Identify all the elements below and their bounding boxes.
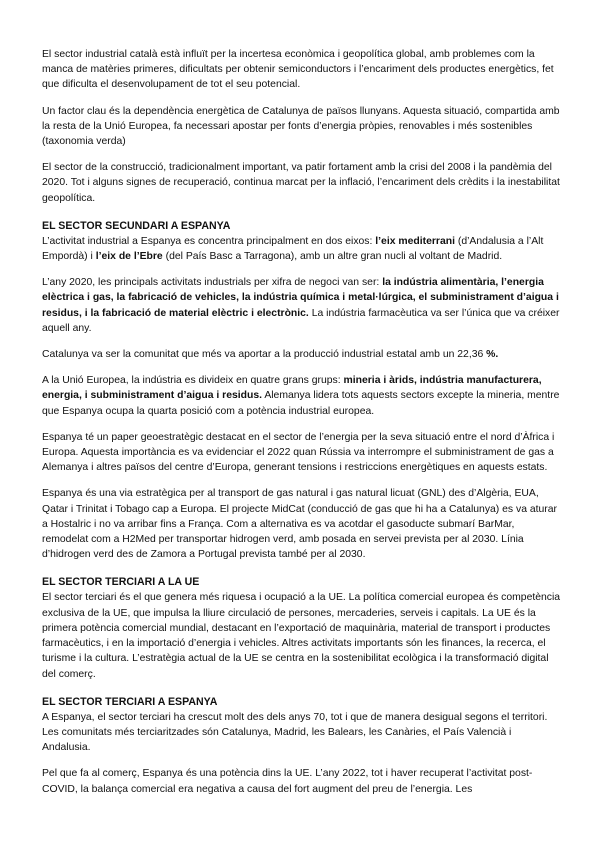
text-run: A la Unió Europea, la indústria es divideix en quatre grans grups:	[42, 375, 344, 387]
paragraph-spain-commerce: Pel que fa al comerç, Espanya és una potència dins la UE. L’any 2022, tot i haver recuperat l’activitat post-COVID, la balança comercial era negativa a causa del fort augment del preu de l’energia. Les	[42, 768, 533, 795]
heading-eu-tertiary: EL SECTOR TERCIARI A LA UE	[42, 576, 200, 589]
paragraph-eu-tertiary: El sector terciari és el que genera més riquesa i ocupació a la UE. La política comercial europea és competència exclusiva de la UE, que impulsa la lliure circulació de persones, mercaderies, serveis i capitals. La UE és la primera potència comercial mundial, destacant en l’exportació de maquinària, material de transport i productes farmacèutics, i en la importació d’energia i vehicles. Altres activitats importants són les finances, la recerca, el turisme i la cultura. L’estratègia actual de la UE se centra en la sostenibilitat ecològica i la transformació digital del comerç.	[42, 592, 561, 680]
heading-spain-secondary: EL SECTOR SECUNDARI A ESPANYA	[42, 219, 231, 232]
bold-run: la indústria alimentària, l’energia elèctrica i gas, la fabricació de vehicles, la indústria química i metal·lúrgica, el subministrament d’aigua i residus, i la fabricació de material elèctric i electrònic.	[42, 277, 559, 319]
heading-spain-tertiary: EL SECTOR TERCIARI A ESPANYA	[42, 695, 218, 708]
paragraph-activities-2020	[42, 275, 562, 336]
document-page	[42, 47, 562, 808]
text-run: (d’Andalusia a l’Alt Empordà) i	[42, 235, 544, 263]
bold-run: mineria i àrids, indústria manufacturera, energia, i subministrament d’aigua i residus.	[42, 375, 542, 402]
bold-run: l’eix de l’Ebre	[95, 251, 163, 263]
paragraph-eu-industry	[42, 373, 562, 419]
text-run: L’any 2020, les principals activitats industrials per xifra de negoci van ser:	[42, 277, 383, 289]
paragraph-energy-dependence: Un factor clau és la dependència energètica de Catalunya de països llunyans. Aquesta situació, compartida amb la resta de la Unió Europea, fa necessari apostar per fonts d’energia pròpies, renovables i més sostenibles (taxonomia verda)	[42, 105, 560, 148]
paragraph-construction: El sector de la construcció, tradicionalment important, va patir fortament amb la crisi del 2008 i la pandèmia del 2020. Tot i alguns signes de recuperació, continua marcat per la inflació, l’encariment dels crèdits i la inestabilitat geopolítica.	[42, 162, 560, 204]
text-run: Catalunya va ser la comunitat que més va aportar a la producció industrial estatal amb un 22,36	[42, 349, 487, 361]
text-run: La indústria farmacèutica va ser l’única que va créixer aquell any.	[42, 307, 560, 334]
text-run: L’activitat industrial a Espanya es concentra principalment en dos eixos:	[42, 235, 376, 247]
text-run: Alemanya lidera tots aquests sectors excepte la mineria, mentre que Espanya ocupa la quarta posició com a potència industrial europea.	[42, 390, 560, 417]
text-run: (del País Basc a Tarragona), amb un altre gran nucli al voltant de Madrid.	[162, 251, 503, 263]
bold-run: l’eix mediterrani	[375, 235, 455, 247]
bold-run: %.	[486, 349, 499, 361]
paragraph-geostrategic-energy: Espanya té un paper geoestratègic destacat en el sector de l’energia per la seva situació entre el nord d’Àfrica i Europa. Aquesta importància es va evidenciar el 2022 quan Rússia va interrompre el subministrament de gas a Alemanya i altres països del centre d’Europa, generant tensions i restriccions energètiques en aquests estats.	[42, 431, 555, 474]
paragraph-spain-tertiary-growth: A Espanya, el sector terciari ha crescut molt des dels anys 70, tot i que de manera desigual segons el territori. Les comunitats més terciaritzades són Catalunya, Madrid, les Balears, les Canàries, el País Valencià i Andalusia.	[42, 711, 548, 754]
paragraph-gas-transport: Espanya és una via estratègica per al transport de gas natural i gas natural licuat (GNL) des d’Algèria, EUA, Qatar i Trinitat i Tobago cap a Europa. El projecte MidCat (conducció de gas que hi ha a Catalunya) es va aturar a Hostalric i no va arribar fins a França. Com a alternativa es va acotdar el gasoducte submarí BarMar, remodelat com a H2Med per transportar hidrogen verd, amb posada en servei prevista per al 2030. Línia d’hidrogen verd des de Zamora a Portugal prevista també per al 2030.	[42, 488, 558, 561]
paragraph-industrial-axes	[42, 234, 562, 264]
paragraph-catalonia-share	[42, 347, 562, 362]
paragraph-industry-uncertainty: El sector industrial català està influït per la incertesa econòmica i geopolítica global, amb problemes com la manca de matèries primeres, dificultats per obtenir semiconductors i l’encariment dels productes energètics, fet que dificulta el desenvolupament de tot el seu potencial.	[42, 49, 554, 91]
